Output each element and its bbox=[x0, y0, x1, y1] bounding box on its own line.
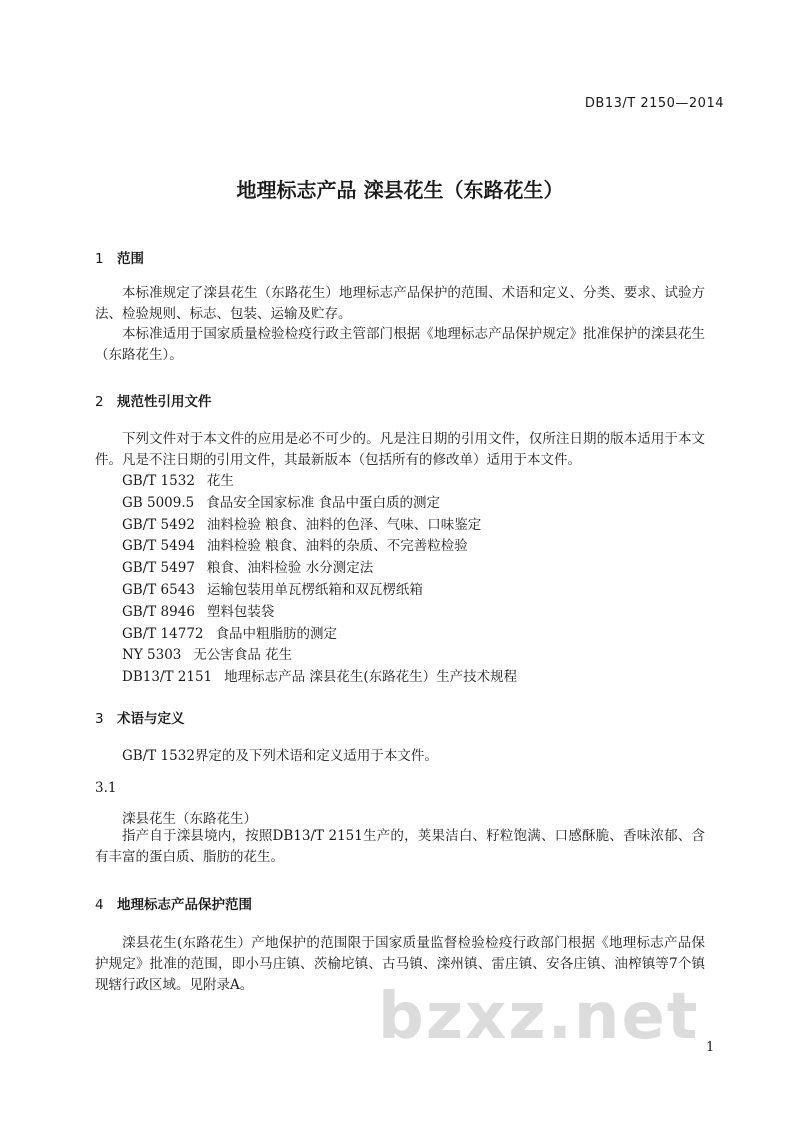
reference-title: 粮食、油料检验 水分测定法 bbox=[206, 560, 374, 577]
section-number: 1 bbox=[95, 251, 104, 267]
reference-title: 油料检验 粮食、油料的色泽、气味、口味鉴定 bbox=[206, 516, 482, 533]
watermark: bzxz.net bbox=[378, 980, 700, 1054]
reference-code: GB/T 5494 bbox=[122, 538, 195, 555]
reference-title: 地理标志产品 滦县花生(东路花生）生产技术规程 bbox=[224, 669, 518, 686]
reference-title: 运输包装用单瓦楞纸箱和双瓦楞纸箱 bbox=[206, 581, 423, 598]
reference-item bbox=[122, 602, 517, 624]
section-1-paragraph-2: 本标准适用于国家质量检验检疫行政主管部门根据《地理标志产品保护规定》批准保护的滦县花生（东路花生）。 bbox=[95, 326, 705, 363]
reference-item bbox=[122, 667, 517, 689]
reference-list bbox=[122, 471, 517, 689]
section-2-intro: 下列文件对于本文件的应用是必不可少的。凡是注日期的引用文件，仅所注日期的版本适用于本文件。凡是不注日期的引用文件，其最新版本（包括所有的修改单）适用于本文件。 bbox=[95, 431, 705, 468]
reference-item bbox=[122, 493, 517, 515]
reference-title: 花生 bbox=[206, 473, 234, 489]
section-4-paragraph: 滦县花生(东路花生）产地保护的范围限于国家质量监督检验检疫行政部门根据《地理标志产品保护规定》批准的范围，即小马庄镇、茨榆坨镇、古马镇、滦州镇、雷庄镇、安各庄镇、油榨镇等7个镇现辖行政区域。见附录A。 bbox=[95, 935, 705, 993]
subsection-number: 3.1 bbox=[95, 780, 117, 796]
section-title: 范围 bbox=[117, 251, 144, 267]
reference-item bbox=[122, 536, 517, 558]
reference-code: GB/T 5492 bbox=[122, 516, 195, 533]
term-definition: 指产自于滦县境内，按照DB13/T 2151生产的，荚果洁白、籽粒饱满、口感酥脆、香味浓郁、含有丰富的蛋白质、脂肪的花生。 bbox=[95, 828, 705, 865]
reference-code: GB/T 5497 bbox=[122, 560, 195, 577]
reference-title: 食品中粗脂肪的测定 bbox=[215, 625, 337, 642]
page-number: 1 bbox=[706, 1040, 715, 1055]
section-2-heading bbox=[95, 390, 212, 410]
document-title: 地理标志产品 滦县花生（东路花生） bbox=[236, 178, 564, 202]
term-name: 滦县花生（东路花生） bbox=[122, 811, 257, 827]
reference-item bbox=[122, 471, 517, 493]
section-1-heading bbox=[95, 247, 144, 267]
section-4-heading bbox=[95, 893, 252, 913]
reference-title: 油料检验 粮食、油料的杂质、不完善粒检验 bbox=[206, 538, 468, 555]
reference-title: 无公害食品 花生 bbox=[193, 647, 293, 664]
section-title: 术语与定义 bbox=[117, 711, 185, 727]
reference-code: GB 5009.5 bbox=[122, 494, 195, 511]
section-3-heading bbox=[95, 707, 185, 727]
section-title: 规范性引用文件 bbox=[117, 394, 212, 410]
reference-code: NY 5303 bbox=[122, 647, 182, 664]
reference-item bbox=[122, 515, 517, 537]
reference-code: GB/T 14772 bbox=[122, 625, 204, 642]
reference-item bbox=[122, 558, 517, 580]
reference-item bbox=[122, 624, 517, 646]
reference-item bbox=[122, 645, 517, 667]
reference-code: GB/T 6543 bbox=[122, 581, 195, 598]
standard-code: DB13/T 2150—2014 bbox=[584, 96, 724, 111]
reference-item bbox=[122, 580, 517, 602]
section-3-intro: GB/T 1532界定的及下列术语和定义适用于本文件。 bbox=[122, 748, 438, 764]
reference-title: 食品安全国家标准 食品中蛋白质的测定 bbox=[206, 494, 441, 511]
section-title: 地理标志产品保护范围 bbox=[117, 897, 252, 913]
section-number: 2 bbox=[95, 394, 104, 410]
reference-code: GB/T 1532 bbox=[122, 473, 195, 489]
reference-code: GB/T 8946 bbox=[122, 603, 195, 620]
reference-title: 塑料包装袋 bbox=[206, 603, 275, 620]
section-1-paragraph-1: 本标准规定了滦县花生（东路花生）地理标志产品保护的范围、术语和定义、分类、要求、试验方法、检验规则、标志、包装、运输及贮存。 bbox=[95, 285, 705, 322]
section-number: 3 bbox=[95, 711, 104, 727]
section-number: 4 bbox=[95, 897, 104, 913]
reference-code: DB13/T 2151 bbox=[122, 669, 213, 686]
